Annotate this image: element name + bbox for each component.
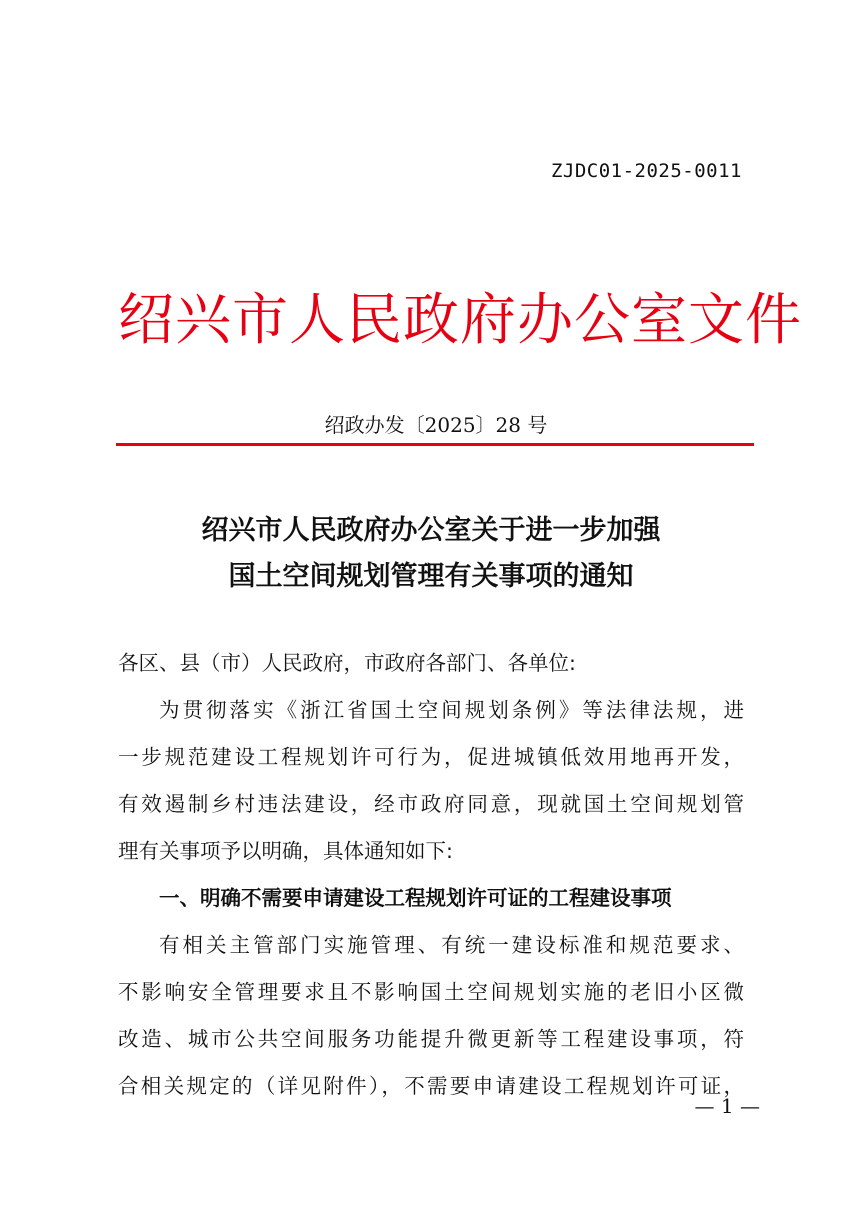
section-heading-1: 一、明确不需要申请建设工程规划许可证的工程建设事项 [159, 886, 672, 910]
issuer-heading: 绍兴市人民政府办公室文件 [118, 288, 802, 353]
notice-title-line-1: 绍兴市人民政府办公室关于进一步加强 [201, 515, 661, 546]
document-body [118, 640, 744, 1110]
red-divider-line [116, 443, 754, 446]
document-code: ZJDC01-2025-0011 [550, 160, 742, 182]
intro-line: 理有关事项予以明确，具体通知如下: [118, 839, 453, 863]
notice-title-line-2: 国土空间规划管理有关事项的通知 [228, 561, 634, 592]
intro-line: 一步规范建设工程规划许可行为，促进城镇低效用地再开发， [118, 745, 744, 769]
section-line: 有相关主管部门实施管理、有统一建设标准和规范要求、 [159, 933, 744, 957]
page-number: — 1 — [694, 1094, 760, 1118]
section-line: 合相关规定的（详见附件），不需要申请建设工程规划许可证， [118, 1074, 744, 1098]
intro-line: 有效遏制乡村违法建设，经市政府同意，现就国土空间规划管 [118, 792, 744, 816]
notice-title [118, 508, 744, 600]
section-line: 不影响安全管理要求且不影响国土空间规划实施的老旧小区微 [118, 980, 744, 1004]
section-line: 改造、城市公共空间服务功能提升微更新等工程建设事项，符 [118, 1027, 744, 1051]
salutation: 各区、县（市）人民政府，市政府各部门、各单位: [118, 651, 576, 675]
intro-line: 为贯彻落实《浙江省国土空间规划条例》等法律法规，进 [159, 698, 744, 722]
document-number: 绍政办发〔2025〕28 号 [324, 413, 548, 437]
